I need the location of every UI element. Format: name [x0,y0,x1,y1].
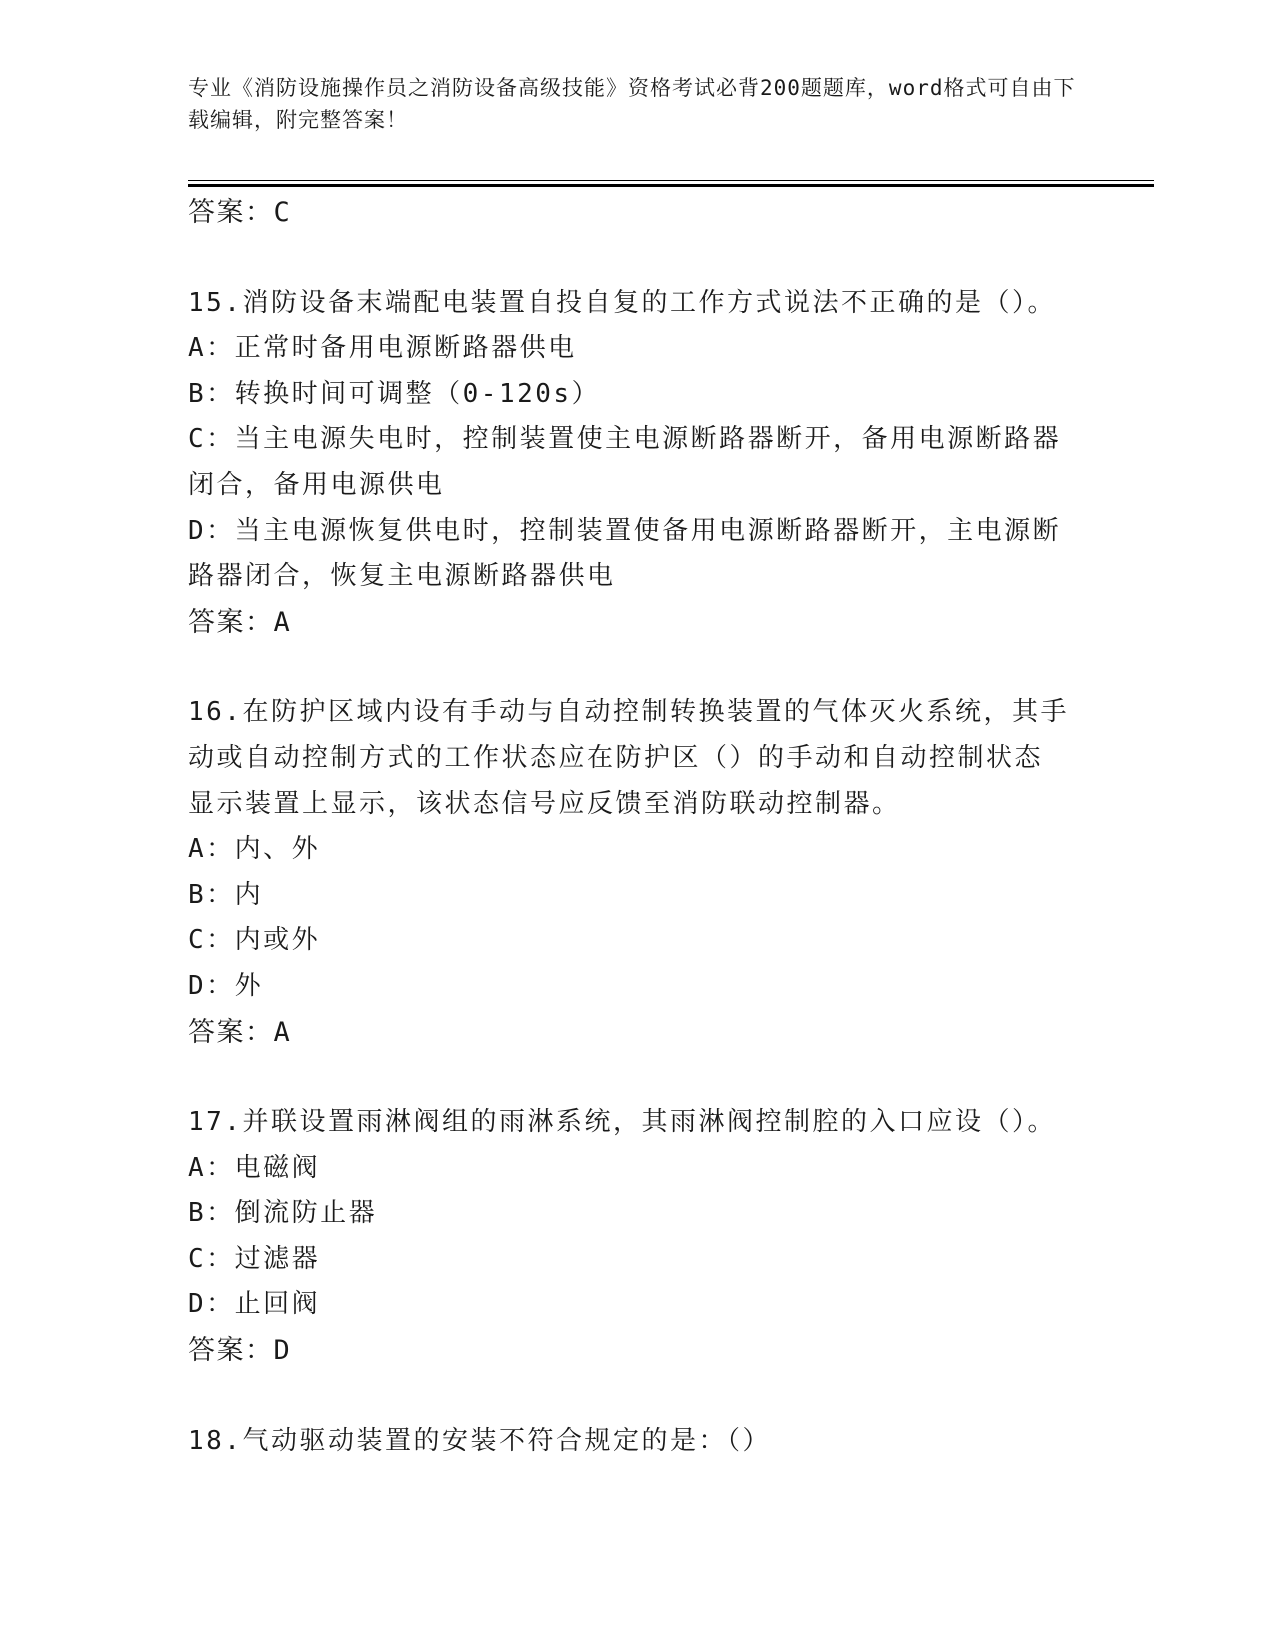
question-list [188,190,1088,1464]
option-b: B：转换时间可调整（0-120s） [188,378,601,409]
question-stem: 15.消防设备末端配电装置自投自复的工作方式说法不正确的是（）。 [188,287,1056,318]
header-divider-thick [188,184,1154,187]
question-stem-continued: 显示装置上显示，该状态信号应反馈至消防联动控制器。 [188,788,901,819]
question-block [188,690,1088,1055]
option-d: D：止回阀 [188,1289,321,1320]
option-d-continued: 路器闭合，恢复主电源断路器供电 [188,561,616,592]
question-stem-continued: 动或自动控制方式的工作状态应在防护区（）的手动和自动控制状态 [188,742,1044,773]
option-d: D：当主电源恢复供电时，控制装置使备用电源断路器断开，主电源断 [188,515,1062,546]
spacer [188,1374,1088,1419]
answer-line: 答案：D [188,1335,292,1367]
option-a: A：正常时备用电源断路器供电 [188,333,577,364]
option-b: B：倒流防止器 [188,1198,378,1229]
question-block [188,1419,1088,1465]
header-text: 专业《消防设施操作员之消防设备高级技能》资格考试必背200题题库，word格式可自由下载编辑，附完整答案！ [188,76,1076,132]
spacer [188,645,1088,690]
option-a: A：内、外 [188,834,321,865]
answer-line: 答案：A [188,1016,292,1048]
spacer [188,1055,1088,1100]
answer-line: 答案：C [188,197,292,228]
option-d: D：外 [188,970,264,1001]
question-stem: 18.气动驱动装置的安装不符合规定的是：（） [188,1425,771,1456]
option-b: B：内 [188,879,264,910]
header-divider-thin [188,180,1154,181]
option-c: C：当主电源失电时，控制装置使主电源断路器断开，备用电源断路器 [188,424,1062,455]
spacer [188,236,1088,281]
option-c: C：过滤器 [188,1243,321,1274]
document-header [188,72,1078,136]
option-c-continued: 闭合，备用电源供电 [188,469,445,500]
question-stem: 17.并联设置雨淋阀组的雨淋系统，其雨淋阀控制腔的入口应设（）。 [188,1107,1056,1138]
question-stem: 16.在防护区域内设有手动与自动控制转换装置的气体灭火系统，其手 [188,697,1069,728]
question-block [188,1100,1088,1374]
answer-line: 答案：A [188,606,292,638]
option-c: C：内或外 [188,925,321,956]
option-a: A：电磁阀 [188,1152,321,1183]
question-block [188,281,1088,646]
